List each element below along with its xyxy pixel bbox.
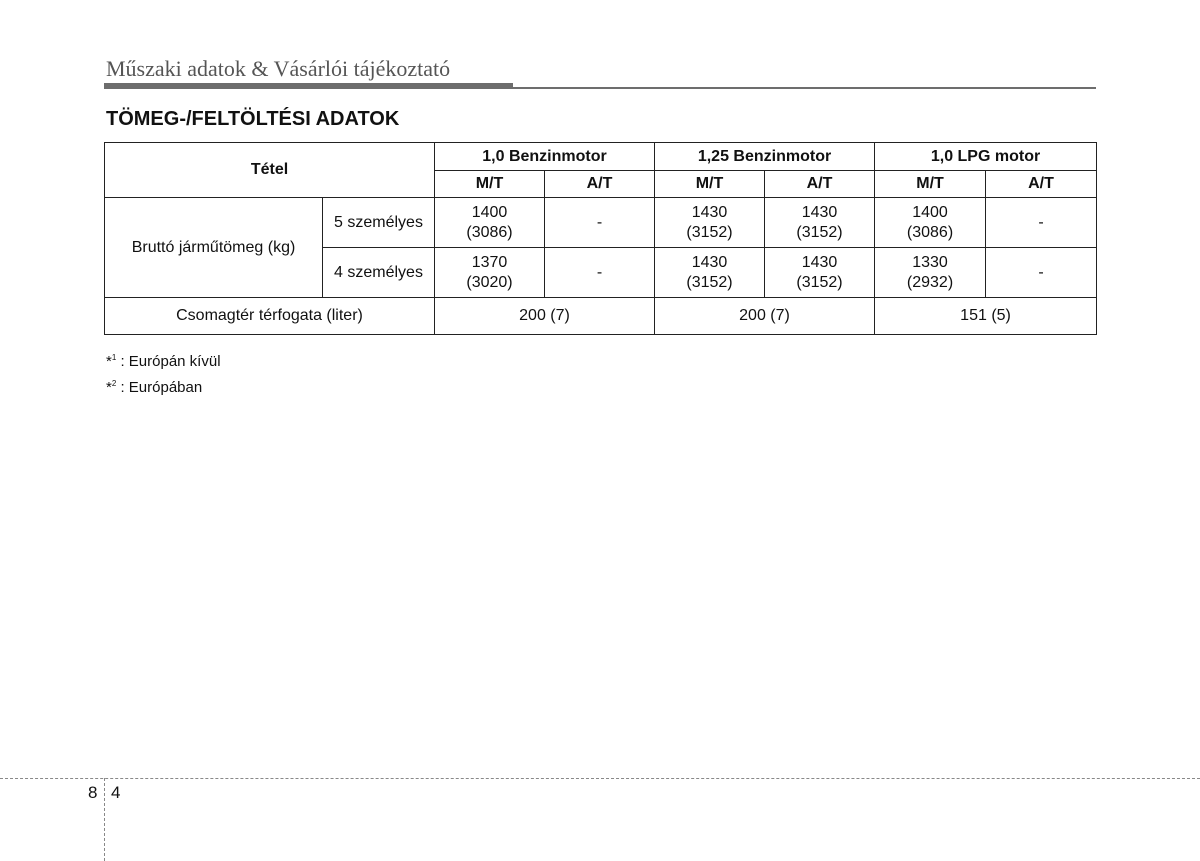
header-transmission: M/T [655, 171, 765, 198]
footnotes [106, 347, 221, 399]
table-cell: - [986, 198, 1097, 248]
header-rule-thin [513, 87, 1096, 89]
table-cell: 1400 (3086) [435, 198, 545, 248]
footnote: *$^2$ : Európában [106, 379, 203, 396]
table-row [105, 198, 1097, 248]
table-row [105, 298, 1097, 335]
row-label-luggage: Csomagtér térfogata (liter) [105, 298, 435, 335]
weight-capacity-table [104, 142, 1097, 335]
row-label-seats: 5 személyes [323, 198, 435, 248]
table-cell: 1400 (3086) [875, 198, 986, 248]
table-cell: - [545, 248, 655, 298]
row-label-gross-weight: Bruttó járműtömeg (kg) [105, 198, 323, 298]
header-transmission: A/T [765, 171, 875, 198]
header-engine: 1,0 LPG motor [875, 143, 1097, 171]
page-header-title: Műszaki adatok & Vásárlói tájékoztató [106, 56, 451, 81]
table-cell: 1430 (3152) [765, 248, 875, 298]
header-item: Tétel [105, 143, 435, 198]
footnote: *$^1$ : Európán kívül [106, 353, 221, 370]
header-engine: 1,0 Benzinmotor [435, 143, 655, 171]
page-number-divider [104, 778, 105, 861]
page-number: 4 [111, 783, 121, 802]
header-rule-thick [104, 83, 513, 89]
table-cell: - [545, 198, 655, 248]
table-cell: - [986, 248, 1097, 298]
footer-divider [0, 778, 1200, 779]
row-label-seats: 4 személyes [323, 248, 435, 298]
header-transmission: A/T [986, 171, 1097, 198]
table-cell: 1430 (3152) [765, 198, 875, 248]
table-cell: 1430 (3152) [655, 248, 765, 298]
table-cell: 151 (5) [875, 298, 1097, 335]
header-engine: 1,25 Benzinmotor [655, 143, 875, 171]
table-cell: 1430 (3152) [655, 198, 765, 248]
header-transmission: A/T [545, 171, 655, 198]
section-title: TÖMEG-/FELTÖLTÉSI ADATOK [106, 108, 400, 130]
table-cell: 200 (7) [435, 298, 655, 335]
table-cell: 1330 (2932) [875, 248, 986, 298]
table-cell: 1370 (3020) [435, 248, 545, 298]
table-cell: 200 (7) [655, 298, 875, 335]
header-transmission: M/T [875, 171, 986, 198]
header-transmission: M/T [435, 171, 545, 198]
chapter-number: 8 [88, 783, 98, 802]
